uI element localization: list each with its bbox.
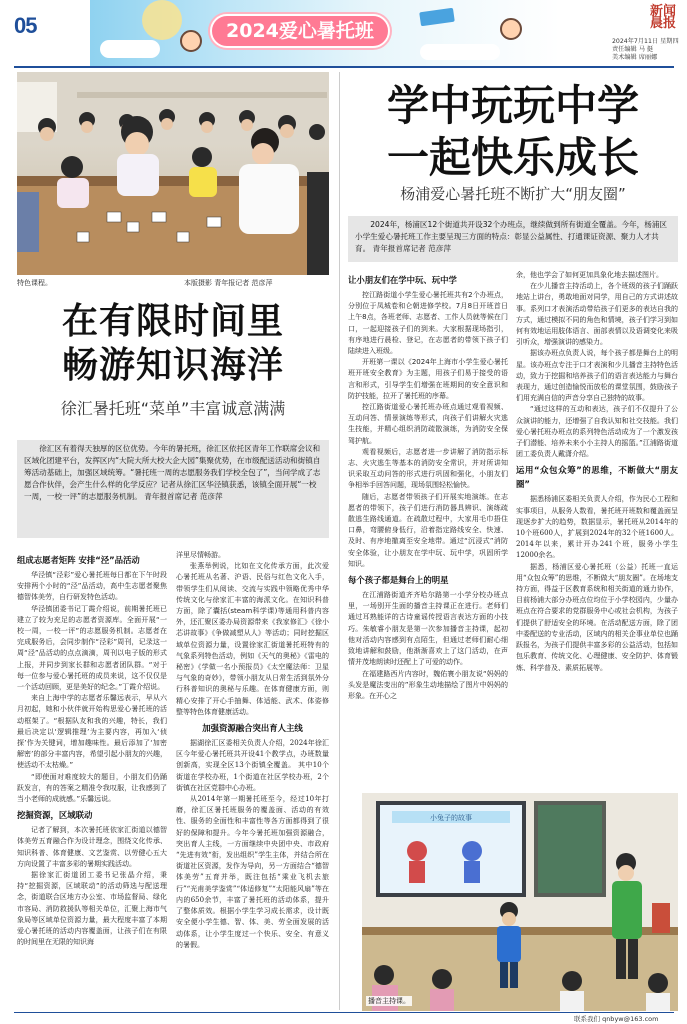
section-heading: 每个孩子都是舞台上的明星 [348,575,449,586]
left-headline [17,300,329,388]
paragraph: 在少儿播音主持活动上，各个班级的孩子们踊跃地站上讲台，勇敢地面对同学，用自己的方式讲述故事。系列口才表演活动带给孩子们更多的表达自我的方式，通过模拟不同的角色和情境，孩子们学习到如何有效地运用肢体语言、面部表情以及语调变化来吸引听众，增强演讲的感染力。 [516,282,678,347]
issue-date: 2024年7月11日 星期四 [612,38,679,45]
column-separator [339,72,340,1010]
paragraph: 来自上海中学的志愿者乐馨远表示，早从六月初起，她和小伙伴就开始构思爱心暑托班的活动框架了。“根据队友和我的兴趣，特长，我们最后决定以‘逻辑推理’为主要内容，再加入‘侦探’作为关键词，增加趣味性。最后添加了‘加密解密’的部分丰富内容，希望引起小朋友的兴趣，使活动不太枯燥。” [17,694,167,770]
child-illustration-icon [180,30,202,52]
header-rule [14,66,674,68]
paragraph: “即使面对难度较大的题目，小朋友们仍踊跃发言，有的答案之精准令我叹服，让我感到了当小老师的成就感。”乐馨远说。 [17,772,167,804]
right-article-column-1 [348,270,508,790]
paragraph: 据悉杨浦区委相关负责人介绍，作为民心工程和实事项目，从服务人数看，暑托班开班数和覆盖面呈现逐步扩大的趋势，数据显示，暑托班从2014年的10个班600人，扩展到2024年的32个班1600人。2014年以来，累计开办241个班，服务小学生12000余名。 [516,495,678,560]
header-banner [90,0,560,66]
paragraph: 记者了解到，本次暑托班依家汇街道以德智体美劳五育融合作为设计理念，围绕文化传承、知识科普、体育健康、文艺鉴赏、以劳健心五大方向设置了丰富多彩的暑期实践活动。 [17,826,167,868]
right-article-column-2 [516,270,678,790]
right-headline-line1: 学中玩玩中学 [386,81,639,130]
left-article-column-1 [17,550,167,1010]
photo-credit: 本版摄影 青年报记者 范彦萍 [184,279,273,287]
paragraph: 控江路街道小学生爱心暑托班共有2个办班点，分别位于凤城卷和仑朝进修学校。7月8日开班首日上午8点，各班老师、志愿者、工作人员就等候在门口，一起迎接孩子们的到来。大家根据现场指引，有序地进行晨检、登记，在志愿者的带领下孩子们陆续进入班级。 [348,291,508,356]
paragraph: 观看视频后，志愿者进一步讲解了消防指示标志、火灾逃生等基本的消防安全常识，并对所讲知识采取互动问答的形式进行巩固和强化，小朋友们争相举手回答问题，现场氛围轻松愉快。 [348,447,508,490]
section-heading: 运用“众包众筹”的思维，不断做大“朋友圈” [516,465,678,490]
designer-credit: 美术编辑 席丽娜 [612,54,658,61]
section-heading: 让小朋友们在学中玩、玩中学 [348,275,457,285]
child-illustration-icon [500,18,522,40]
paragraph: 开班第一课以《2024年上海市小学生爱心暑托班开班安全教育》为主题，用孩子们易于接受的语言和形式，引导学生们增强在班期间的安全意识和防护技能，拉开了暑托班的序幕。 [348,358,508,400]
paragraph: 张燕举例说，比如在文化传承方面，此次爱心暑托班从名著、沪语、民俗与红色文化入手，带领学生们从阅读、交流与实践中领略优秀中华传统文化与徐家汇丰富的海派文化。在知识科普方面，除了囊括(steam科学课)等通用科普内容外，还汇聚区委办局资源带来《我家修汇》《徐小芯讲故事》《争做减塑从人》等活动；同时挖掘区域单位资源力量，设置徐家汇街道暑托班特有的气象系列特色活动，例如《天气的奥秘》《雷电的秘密》《学做一名小预报员》《太空魔法师：卫星与气象的奇妙》，带领小朋友从日常生活到氛外分行科普知识的奥秘与乐趣。在体育健康方面，则精心安排了开心手抽舞、体适能、武术、体姿修整等特色体育健康活动。 [176,562,329,716]
newspaper-logo: 新闻晨报 [649,4,676,31]
paragraph: 据悉，杨浦区爱心暑托班（公益）托班一直运用“众包众筹”的思维，不断做大“朋友圈”。在场地支持方面，得益于区教育系统和相关街道的通力协作，目前杨浦大部分办班点位均位于小学校园内，少量办班点在符合要求的党群服务中心或社会机构，为孩子们提供了舒适安全的环境。在活动配送方面，除了团中委配送的专业活动，区域内的相关企事业单位也踊跃报名，为孩子们提供丰富多彩的公益活动，包括如包乐教育、传统文化、心理健康、安全防护、体育锻炼、科学普及、素质拓展等。 [516,562,678,672]
section-heading: 挖掘资源，区域联动 [17,810,93,821]
broadcasting-class-photo [362,793,678,1011]
paragraph: 从2014年第一期暑托班至今，经过10年打磨，徐汇区暑托班服务的覆盖面、活动的有效性、服务的全面性和丰富性等各方面都得到了很好的保障和提升。今年今暑托班加强资源融合，突出育人主线，一方面继续中央团中央、市政府 “先进有效“衔，发出组织”学生主体，并结合所在街道社区资源，发作为导向，另一方面结合“德智体美劳”五育并举，既注包括“乘业飞机去旅行”“光甫美学鉴赏”“体适修复”“太阳能风扇”等在内的650余节，丰富了暑托班的活动体系，提升了整体质效。根据小学生学习成长需求，设计既安全便小学生德、智、体、美、劳全面发展的活动体系，让小学生度过一个快乐、安全、有意义的暑假。 [176,795,329,949]
right-headline-line2: 一起快乐成长 [386,133,639,182]
paragraph: “通过这样的互动和表达，孩子们不仅提升了公众演讲的能力，还增强了自我认知和社交技能。我们爱心暑托班办班点的系列特色活动成为了一个激发孩子们潜能、培养未来小小主持人的摇篮。”江浦路街道团工委负责人戴潇介绍。 [516,405,678,459]
left-headline-line1: 在有限时间里 [61,301,284,342]
paragraph: 华泾镇团委书记丁霞介绍说，前期暑托班已建立了较为充足的志愿者资源库。全面开展“一校一周，一校一评”的志愿服务机制。志愿者在完成服务后，会同步制作“泾彩”周刊，记录这一周“泾”品活动的点点滴滴，周刊以电子版的形式上报，并同步到家长群和志愿者团队群。“对于每一位参与爱心暑托班的成员来说，这不仅仅是一个活动回顾，更是美好的纪念。”丁霞介绍说。 [17,604,167,692]
editor-credit: 责任编辑 马 挺 [612,46,654,53]
paragraph: 据徐家汇街道团工委书记张晶介绍，秉持“挖掘资源，区域联动”的活动筛选与配送理念，街道联合区地方办公室、市场监督局、绿化市容局、消防救援队等相关单位，汇聚上海市气象局等区域单位资源力量，最大程度丰富了本期爱心暑托班的活动内容覆盖面，让孩子们在有限的时间里在无限的知识海 [17,871,167,947]
paragraph: 洋里尽情畅游。 [176,551,225,559]
paragraph: 据湖徐汇区委相关负责人介绍，2024年徐汇区今年爱心暑托班共开设41个教学点，办班数量创新高，实现全区13个街镇全覆盖。 其中10个街道在学校办班，1个街道在社区学校办班，2个街镇在社区党群中心办班。 [176,739,329,792]
photo-caption: 播音主持课。 [368,997,410,1005]
page-header [0,0,687,66]
broadcasting-class-illustration [362,793,678,1011]
section-heading: 加强资源融合突出育人主线 [202,723,303,734]
photo-caption: 特色课程。 [17,279,52,287]
paragraph: 随后，志愿者带领孩子们开展实地演练。在志愿者的带领下，孩子们进行消防器具辨识、演练疏散逃生路线通道。在疏散过程中，大家用毛巾捂住口鼻，弯腰俯身低行，沿着指定路线安全、快速、及时、有序地撤离至安全地带。通过“沉浸式”消防安全体验，让小朋友在学中玩、玩中学，巩固所学知识。 [348,492,508,568]
paragraph: 控江路街道爱心暑托班办班点通过观看视频、互动问答、情景演练等形式，向孩子们讲解火灾逃生技能，并精心组织消防疏散演练，为消防安全保驾护航。 [348,403,508,445]
banner-title: 2024爱心暑托班 [226,20,374,42]
paragraph: 在江浦路街道齐齐哈尔路第一小学分校办班点里，一场别开生面的播音主持课正在进行。老师们通过耳熟能详的古诗童谣传授语言表达方面的小技巧。朱敏睿小朋友是第一次参加播音主持课，起初他对活动内容感到有点陌生，但通过老师们耐心细致地讲解和鼓励，他渐渐喜欢上了这门活动，在声情并茂地朗读时还配上了可爱的动作。 [348,591,508,667]
banner-title-badge [210,14,390,48]
left-headline-line2: 畅游知识海洋 [61,345,284,386]
paragraph: 余，他也学会了如何更加具象化地去描述图片。 [516,271,663,279]
footer-contact: 联系我们 qnbyw@163.com [574,1015,659,1023]
book-icon [419,8,455,27]
paragraph: 在福建路西片内容时，魏佑寰小朋友说“妈妈的头发是魔法变出的”形象生动地描绘了图片中妈妈的形象。在开心之 [348,669,508,700]
cloud-decoration [420,44,500,60]
section-heading: 组成志愿者矩阵 安排“泾”品活动 [17,555,140,565]
paragraph: 据该办班点负责人说，每个孩子都是舞台上的明星。该办班点专注于口才表演和少儿播音主持特色活动，致力于挖掘和培养孩子们的语言表达能力与舞台表现力，通过创造愉悦而放松的课堂氛围，鼓励孩子们用充满自信的声音分享自己独特的故事。 [516,349,678,403]
paragraph: 华泾镇“泾彩”爱心暑托班每日都在下午时段安排两个小时的“泾”品活动，高中生志愿者聚焦德智体美劳，自行研发特色活动。 [17,571,167,602]
screen-slide-title: 小兔子的故事 [430,814,472,822]
cloud-decoration [100,40,160,58]
page-number: 05 [14,13,37,38]
right-subheadline: 杨浦爱心暑托班不断扩大“朋友圈” [400,185,626,203]
classroom-photo [17,72,329,275]
left-article-column-2 [176,550,329,1010]
right-headline [348,80,678,184]
left-lead-paragraph: 徐汇区有着得天独厚的区位优势。今年的暑托班，徐汇区依托区青年工作联席会议和区域化团建平台，发挥区内“大院大所大校大企大园”集聚优势，在市级配送活动和街镇自筹活动基础上，加强区域统筹。“暑托班一周的志愿服务我们学校全包了”，当问学成了志愿合作伙伴，会产生什么样的化学反应？记者从徐汇区华泾镇获悉，该镇全面开展“一校一周，一校一评”的志愿服务机制。 青年报首席记者 范彦萍 [17,440,329,538]
right-lead-paragraph: 2024年，杨浦区12个街道共开设32个办班点，继续做到所有街道全覆盖。今年，杨浦区小学生爱心暑托班工作主要呈现三方面的特点：彰显公益属性、打通课证资源、聚力人才共育。 青年报首席记者 范彦萍 [348,216,678,262]
footer-rule [14,1012,674,1013]
left-subheadline: 徐汇暑托班“菜单”丰富诚意满满 [60,399,286,418]
classroom-photo-illustration [17,72,329,275]
sun-decoration [142,0,182,40]
